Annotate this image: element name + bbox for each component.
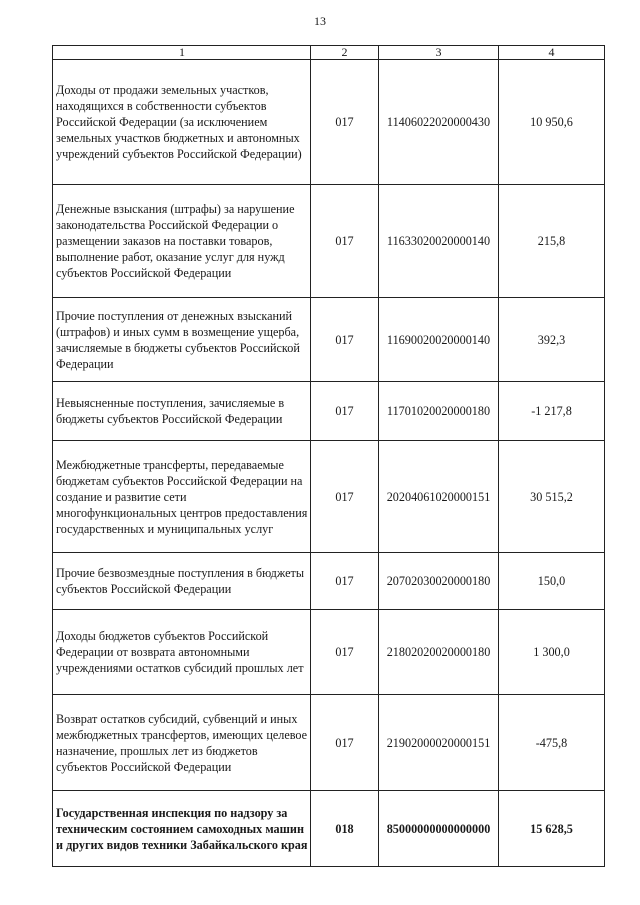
table-row: [53, 610, 605, 695]
table-row-total: [53, 791, 605, 867]
row-budget-code: 20702030020000180: [379, 553, 499, 610]
revenue-table: [52, 45, 605, 867]
row-amount: 150,0: [499, 553, 605, 610]
table-row: [53, 382, 605, 441]
total-admin-code: 018: [311, 791, 379, 867]
row-admin-code: 017: [311, 553, 379, 610]
header-col-3: 3: [379, 46, 499, 60]
header-col-2: 2: [311, 46, 379, 60]
row-amount: 1 300,0: [499, 610, 605, 695]
total-amount: 15 628,5: [499, 791, 605, 867]
row-name: Доходы от продажи земельных участков, находящихся в собственности субъектов Российской Федерации (за исключением земельных участков бюджетных и автономных учреждений субъектов Российской Федерации): [53, 60, 311, 185]
table-row: [53, 695, 605, 791]
row-name: Межбюджетные трансферты, передаваемые бюджетам субъектов Российской Федерации на создание и развитие сети многофункциональных центров предоставления государственных и муниципальных услуг: [53, 441, 311, 553]
row-admin-code: 017: [311, 298, 379, 382]
row-budget-code: 11701020020000180: [379, 382, 499, 441]
row-name: Денежные взыскания (штрафы) за нарушение законодательства Российской Федерации о размещении заказов на поставки товаров, выполнение работ, оказание услуг для нужд субъектов Российской Федерации: [53, 185, 311, 298]
row-amount: 10 950,6: [499, 60, 605, 185]
row-budget-code: 11633020020000140: [379, 185, 499, 298]
page-number: 13: [314, 14, 326, 28]
row-amount: -475,8: [499, 695, 605, 791]
table-row: [53, 298, 605, 382]
row-admin-code: 017: [311, 441, 379, 553]
row-amount: 215,8: [499, 185, 605, 298]
header-col-1: 1: [53, 46, 311, 60]
row-name: Возврат остатков субсидий, субвенций и иных межбюджетных трансфертов, имеющих целевое назначение, прошлых лет из бюджетов субъектов Российской Федерации: [53, 695, 311, 791]
row-budget-code: 20204061020000151: [379, 441, 499, 553]
row-name: Прочие безвозмездные поступления в бюджеты субъектов Российской Федерации: [53, 553, 311, 610]
row-budget-code: 11690020020000140: [379, 298, 499, 382]
table-row: [53, 60, 605, 185]
row-amount: 392,3: [499, 298, 605, 382]
row-name: Прочие поступления от денежных взысканий (штрафов) и иных сумм в возмещение ущерба, зачисляемые в бюджеты субъектов Российской Федерации: [53, 298, 311, 382]
row-budget-code: 21802020020000180: [379, 610, 499, 695]
table-row: [53, 441, 605, 553]
row-budget-code: 21902000020000151: [379, 695, 499, 791]
table-row: [53, 185, 605, 298]
header-col-4: 4: [499, 46, 605, 60]
table-row: [53, 553, 605, 610]
row-name: Доходы бюджетов субъектов Российской Федерации от возврата автономными учреждениями остатков субсидий прошлых лет: [53, 610, 311, 695]
total-budget-code: 85000000000000000: [379, 791, 499, 867]
row-admin-code: 017: [311, 382, 379, 441]
total-name: Государственная инспекция по надзору за техническим состоянием самоходных машин и других видов техники Забайкальского края: [53, 791, 311, 867]
row-amount: 30 515,2: [499, 441, 605, 553]
row-budget-code: 11406022020000430: [379, 60, 499, 185]
row-name: Невыясненные поступления, зачисляемые в бюджеты субъектов Российской Федерации: [53, 382, 311, 441]
row-admin-code: 017: [311, 60, 379, 185]
table-header-row: [53, 46, 605, 60]
row-admin-code: 017: [311, 695, 379, 791]
row-admin-code: 017: [311, 610, 379, 695]
row-amount: -1 217,8: [499, 382, 605, 441]
row-admin-code: 017: [311, 185, 379, 298]
